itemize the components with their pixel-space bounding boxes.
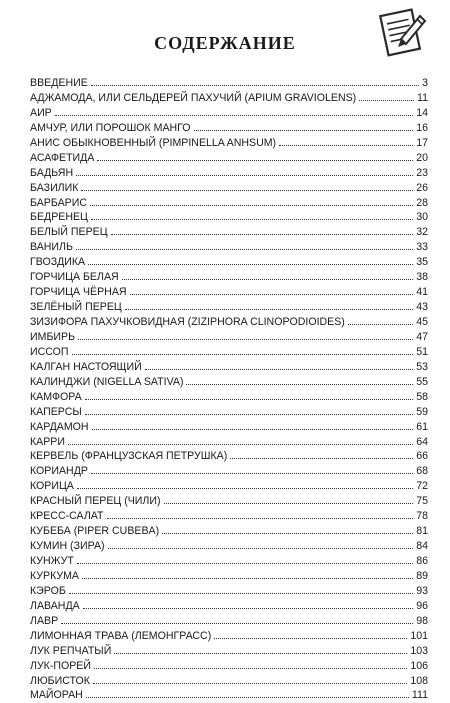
toc-page-number: 64: [416, 435, 428, 448]
dot-leader: [78, 339, 413, 340]
toc-entry-title: ЛАВР: [30, 614, 59, 627]
toc-page-number: 84: [416, 540, 428, 553]
toc-entry-title: КУРКУМА: [30, 569, 79, 582]
toc-entry: [30, 91, 428, 106]
toc-page-number: 26: [416, 181, 428, 194]
dot-leader: [68, 444, 413, 445]
table-of-contents: [30, 76, 428, 703]
dot-leader: [279, 145, 413, 146]
toc-page-number: 75: [416, 495, 428, 508]
toc-page-number: 43: [416, 301, 428, 314]
toc-entry: [30, 106, 428, 121]
dot-leader: [359, 100, 414, 101]
toc-page-number: 72: [416, 480, 428, 493]
toc-entry-title: ЛИМОННАЯ ТРАВА (ЛЕМОНГРАСС): [30, 629, 212, 642]
toc-page-number: 53: [416, 360, 428, 373]
toc-entry: [30, 569, 428, 584]
toc-entry-title: ЛАВАНДА: [30, 599, 80, 612]
toc-entry-title: КАРРИ: [30, 435, 65, 448]
toc-entry-title: ВАНИЛЬ: [30, 241, 73, 254]
dot-leader: [114, 653, 407, 654]
toc-entry: [30, 584, 428, 599]
toc-page-number: 111: [411, 689, 428, 702]
toc-page-number: 17: [416, 136, 428, 149]
toc-entry: [30, 196, 428, 211]
toc-page-number: 23: [416, 166, 428, 179]
toc-entry: [30, 181, 428, 196]
toc-page-number: 33: [416, 241, 428, 254]
toc-page-number: 93: [416, 584, 428, 597]
toc-entry: [30, 166, 428, 181]
toc-entry: [30, 360, 428, 375]
toc-entry-title: КОРИАНДР: [30, 465, 88, 478]
toc-entry-title: КРАСНЫЙ ПЕРЕЦ (ЧИЛИ): [30, 495, 161, 508]
toc-entry-title: ЗИЗИФОРА ПАХУЧКОВИДНАЯ (ZIZIPHORA CLINOPODIOIDES): [30, 316, 345, 328]
toc-entry-title: КАРДАМОН: [30, 420, 89, 433]
toc-entry-title: ЛУК РЕПЧАТЫЙ: [30, 644, 112, 657]
dot-leader: [76, 175, 413, 176]
toc-entry-title: АСАФЕТИДА: [30, 151, 95, 164]
toc-entry-title: АДЖАМОДА, ИЛИ СЕЛЬДЕРЕЙ ПАХУЧИЙ (APIUM GRAVIOLENS): [30, 91, 357, 104]
dot-leader: [107, 518, 414, 519]
dot-leader: [69, 593, 413, 594]
toc-entry-title: БЕДРЕНЕЦ: [30, 211, 88, 224]
toc-page-number: 78: [416, 510, 428, 523]
dot-leader: [83, 608, 414, 609]
dot-leader: [91, 85, 419, 86]
toc-page-number: 103: [410, 644, 428, 657]
dot-leader: [164, 503, 414, 504]
dot-leader: [145, 369, 413, 370]
toc-entry-title: ГВОЗДИКА: [30, 256, 86, 269]
toc-page-number: 55: [416, 375, 428, 388]
dot-leader: [55, 115, 413, 116]
toc-entry: [30, 345, 428, 360]
toc-page-number: 98: [416, 614, 428, 627]
toc-entry-title: КОРИЦА: [30, 480, 74, 493]
toc-entry: [30, 659, 428, 674]
toc-entry: [30, 315, 428, 330]
toc-entry: [30, 494, 428, 509]
toc-page-number: 28: [416, 196, 428, 209]
toc-entry: [30, 405, 428, 420]
toc-page-number: 108: [410, 674, 428, 687]
toc-entry: [30, 225, 428, 240]
toc-entry-title: КУНЖУТ: [30, 555, 74, 567]
toc-entry: [30, 76, 428, 91]
toc-entry: [30, 390, 428, 405]
toc-entry-title: АИР: [30, 106, 52, 119]
dot-leader: [91, 473, 413, 474]
toc-entry: [30, 674, 428, 689]
toc-page-number: 41: [416, 286, 428, 299]
toc-entry: [30, 688, 428, 703]
dot-leader: [93, 683, 407, 684]
dot-leader: [111, 234, 414, 235]
toc-entry-title: КУМИН (ЗИРА): [30, 540, 105, 553]
toc-entry-title: БЕЛЫЙ ПЕРЕЦ: [30, 226, 108, 239]
toc-entry: [30, 449, 428, 464]
dot-leader: [91, 219, 413, 220]
toc-page-number: 68: [416, 465, 428, 478]
toc-entry: [30, 240, 428, 255]
toc-entry-title: АНИС ОБЫКНОВЕННЫЙ (PIMPINELLA ANHSUM): [30, 136, 277, 149]
page-title: СОДЕРЖАНИЕ: [154, 33, 296, 53]
toc-entry: [30, 300, 428, 315]
dot-leader: [122, 279, 414, 280]
toc-entry-title: ИМБИРЬ: [30, 330, 76, 343]
dot-leader: [72, 354, 414, 355]
dot-leader: [61, 623, 413, 624]
toc-entry: [30, 255, 428, 270]
toc-entry-title: КЭРОБ: [30, 584, 66, 597]
dot-leader: [82, 578, 413, 579]
dot-leader: [76, 249, 413, 250]
toc-entry: [30, 420, 428, 435]
toc-entry: [30, 375, 428, 390]
toc-page-number: 32: [416, 226, 428, 239]
dot-leader: [90, 205, 413, 206]
dot-leader: [86, 697, 409, 698]
dot-leader: [85, 399, 414, 400]
toc-entry-title: ГОРЧИЦА ЧЁРНАЯ: [30, 286, 127, 299]
toc-entry: [30, 330, 428, 345]
toc-entry: [30, 509, 428, 524]
toc-entry-title: ИССОП: [30, 345, 69, 358]
toc-entry-title: КАЛИНДЖИ (NIGELLA SATIVA): [30, 375, 184, 388]
toc-entry-title: ЛУК-ПОРЕЙ: [30, 659, 91, 672]
dot-leader: [230, 458, 413, 459]
dot-leader: [194, 130, 414, 131]
toc-entry-title: БАДЬЯН: [30, 166, 74, 179]
toc-page-number: 81: [416, 525, 428, 538]
dot-leader: [97, 160, 413, 161]
dot-leader: [92, 429, 414, 430]
toc-page-number: 106: [410, 659, 428, 672]
toc-page-number: 35: [416, 256, 428, 269]
toc-page-number: 30: [416, 211, 428, 224]
toc-entry: [30, 644, 428, 659]
dot-leader: [130, 294, 414, 295]
dot-leader: [108, 548, 414, 549]
dot-leader: [162, 533, 413, 534]
toc-entry: [30, 554, 428, 569]
toc-entry: [30, 464, 428, 479]
dot-leader: [214, 638, 407, 639]
toc-entry: [30, 599, 428, 614]
toc-entry: [30, 435, 428, 450]
toc-page-number: 16: [416, 121, 428, 134]
toc-page-number: 96: [416, 599, 428, 612]
toc-entry: [30, 136, 428, 151]
toc-page-number: 38: [416, 271, 428, 284]
toc-entry: [30, 285, 428, 300]
toc-entry-title: МАЙОРАН: [30, 689, 83, 702]
toc-entry-title: ГОРЧИЦА БЕЛАЯ: [30, 271, 119, 284]
toc-entry-title: КЕРВЕЛЬ (ФРАНЦУЗСКАЯ ПЕТРУШКА): [30, 450, 228, 463]
toc-page-number: 66: [416, 450, 428, 463]
toc-entry-title: ЛЮБИСТОК: [30, 674, 90, 687]
dot-leader: [85, 414, 413, 415]
toc-page-number: 59: [416, 405, 428, 418]
toc-entry: [30, 524, 428, 539]
dot-leader: [77, 563, 413, 564]
toc-page-number: 58: [416, 390, 428, 403]
dot-leader: [186, 384, 413, 385]
dot-leader: [94, 668, 407, 669]
toc-entry-title: КАЛГАН НАСТОЯЩИЙ: [30, 360, 142, 373]
toc-entry-title: ЗЕЛЁНЫЙ ПЕРЕЦ: [30, 301, 122, 314]
toc-entry: [30, 270, 428, 285]
toc-page-number: 101: [410, 629, 428, 642]
toc-page-number: 11: [417, 91, 428, 104]
toc-entry-title: АМЧУР, ИЛИ ПОРОШОК МАНГО: [30, 121, 191, 134]
toc-page-number: 3: [422, 77, 428, 89]
toc-page-number: 20: [416, 151, 428, 164]
toc-page-number: 47: [416, 330, 428, 343]
toc-entry: [30, 210, 428, 225]
toc-page-number: 45: [416, 316, 428, 328]
toc-page-number: 86: [416, 555, 428, 567]
toc-entry-title: КРЕСС-САЛАТ: [30, 510, 104, 523]
toc-page-number: 61: [416, 420, 428, 433]
toc-entry: [30, 121, 428, 136]
dot-leader: [88, 264, 413, 265]
toc-entry-title: КУБЕБА (PIPER CUBEBA): [30, 525, 160, 538]
dot-leader: [348, 324, 413, 325]
toc-entry: [30, 629, 428, 644]
dot-leader: [81, 190, 413, 191]
toc-entry: [30, 479, 428, 494]
toc-page-number: 51: [416, 345, 428, 358]
dot-leader: [77, 488, 413, 489]
toc-page-number: 89: [416, 569, 428, 582]
toc-entry-title: ВВЕДЕНИЕ: [30, 77, 88, 89]
toc-entry: [30, 151, 428, 166]
toc-entry-title: КАПЕРСЫ: [30, 405, 82, 418]
toc-entry: [30, 614, 428, 629]
toc-entry-title: БАЗИЛИК: [30, 181, 79, 194]
dot-leader: [125, 309, 413, 310]
toc-entry: [30, 539, 428, 554]
toc-page-number: 14: [416, 106, 428, 119]
toc-entry-title: КАМФОРА: [30, 390, 82, 403]
toc-entry-title: БАРБАРИС: [30, 196, 87, 209]
